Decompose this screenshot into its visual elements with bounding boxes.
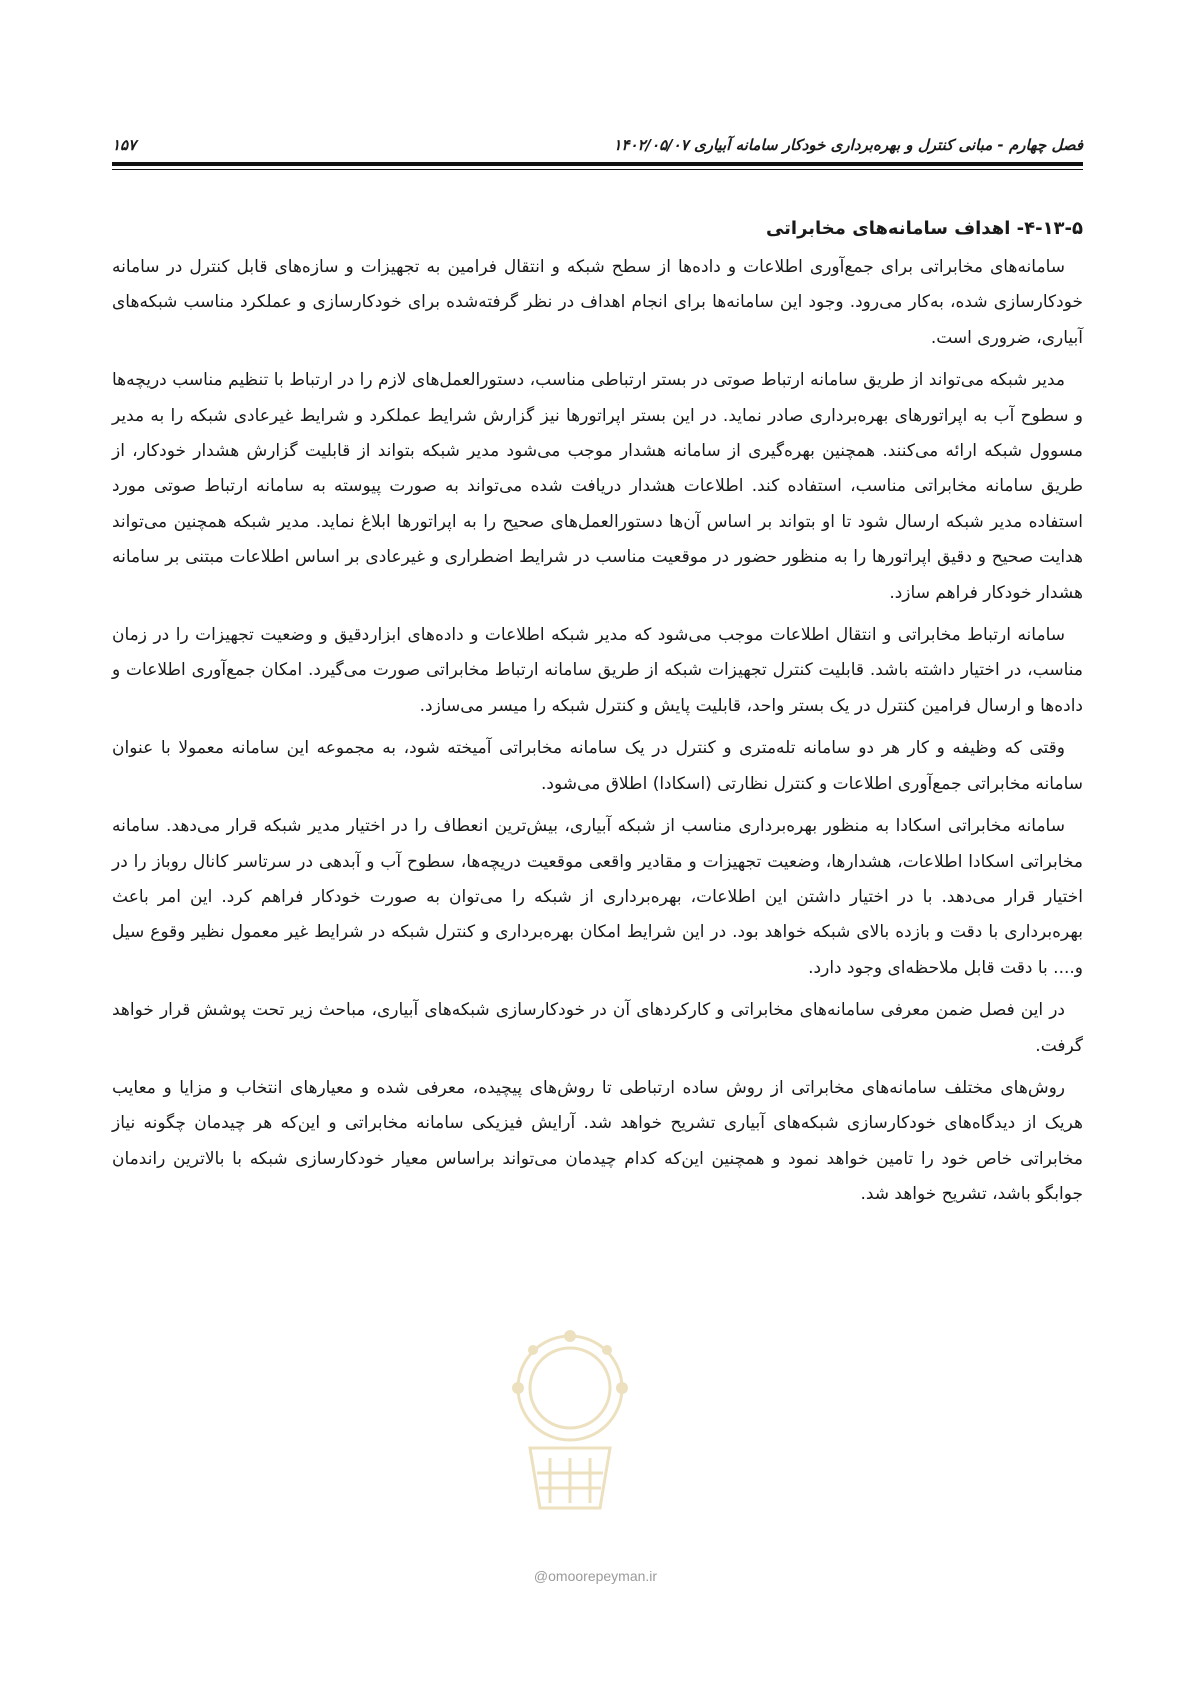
paragraph: سامانه ارتباط مخابراتی و انتقال اطلاعات موجب می‌شود که مدیر شبکه اطلاعات و داده‌های ابزاردقیق و وضعیت تجهیزات را در زمان مناسب، در اختیار داشته باشد. قابلیت کنترل تجهیزات شبکه از طریق سامانه ارتباط مخابراتی صورت می‌گیرد. امکان جمع‌آوری اطلاعات و داده‌ها و ارسال فرامین کنترل در یک بستر واحد، قابلیت پایش و کنترل شبکه را میسر می‌سازد. [112, 625, 1083, 716]
header-rule-thick [112, 162, 1083, 166]
header-title: فصل چهارم - مبانی کنترل و بهره‌برداری خودکار سامانه آبیاری ۱۴۰۲/۰۵/۰۷ [613, 136, 1083, 154]
running-header [112, 128, 1083, 162]
main-content [112, 214, 1083, 1220]
page-number: ۱۵۷ [112, 136, 137, 154]
paragraph: مدیر شبکه می‌تواند از طریق سامانه ارتباط صوتی در بستر ارتباطی مناسب، دستورالعمل‌های لازم را در ارتباط با تنظیم مناسب دریچه‌ها و سطوح آب به اپراتورهای بهره‌برداری صادر نماید. در این بستر اپراتورها نیز گزارش شرایط عملکرد و شرایط غیرعادی شبکه را به مدیر مسوول شبکه ارائه می‌کنند. همچنین بهره‌گیری از سامانه هشدار موجب می‌شود مدیر شبکه بتواند از قابلیت گزارش هشدار خودکار، از طریق سامانه مخابراتی مناسب، استفاده کند. اطلاعات هشدار دریافت شده می‌تواند به صورت پیوسته به سامانه ارتباط صوتی مورد استفاده مدیر شبکه ارسال شود تا او بتواند بر اساس آن‌ها دستورالعمل‌های صحیح را به اپراتورها ابلاغ نماید. مدیر شبکه همچنین می‌تواند هدایت صحیح و دقیق اپراتورها را به منظور حضور در موقعیت مناسب در شرایط اضطراری و غیرعادی بر اساس اطلاعات مبتنی بر سامانه هشدار خودکار فراهم سازد. [112, 370, 1083, 603]
paragraph: وقتی که وظیفه و کار هر دو سامانه تله‌متری و کنترل در یک سامانه مخابراتی آمیخته شود، به مجموعه این سامانه معمولا با عنوان سامانه مخابراتی جمع‌آوری اطلاعات و کنترل نظارتی (اسکادا) اطلاق می‌شود. [112, 738, 1083, 794]
paragraph: روش‌های مختلف سامانه‌های مخابراتی از روش ساده ارتباطی تا روش‌های پیچیده، معرفی شده و معیارهای انتخاب و مزایا و معایب هریک از دیدگاه‌های خودکارسازی شبکه‌های آبیاری تشریح خواهد شد. آرایش فیزیکی سامانه مخابراتی و این‌که هر چیدمان چگونه نیاز مخابراتی خاص خود را تامین خواهد نمود و همچنین این‌که کدام چیدمان می‌تواند براساس معیار خودکارسازی شبکه با بالاترین راندمان جوابگو باشد، تشریح خواهد شد. [112, 1077, 1083, 1205]
paragraph: در این فصل ضمن معرفی سامانه‌های مخابراتی و کارکردهای آن در خودکارسازی شبکه‌های آبیاری، مباحث زیر تحت پوشش قرار خواهد گرفت. [112, 1000, 1083, 1056]
section-heading: ۴-۱۳-۵- اهداف سامانه‌های مخابراتی [765, 218, 1083, 239]
paragraph: سامانه مخابراتی اسکادا به منظور بهره‌برداری مناسب از شبکه آبیاری، بیش‌ترین انعطاف را در اختیار مدیر شبکه قرار می‌دهد. سامانه مخابراتی اسکادا اطلاعات، هشدارها، وضعیت تجهیزات و مقادیر واقعی موقعیت دریچه‌ها، سطوح آب و آبدهی در سرتاسر کانال روباز را در اختیار قرار می‌دهد. با در اختیار داشتن این اطلاعات، بهره‌برداری از شبکه را می‌توان به صورت خودکار فراهم کرد. این امر باعث بهره‌برداری با دقت و بازده بالای شبکه خواهد بود. در این شرایط امکان بهره‌برداری و کنترل شبکه در شرایط غیر معمول نظیر وقوع سیل و.... با دقت قابل ملاحظه‌ای وجود دارد. [112, 816, 1083, 978]
header-rule-thin [112, 169, 1083, 170]
paragraph: سامانه‌های مخابراتی برای جمع‌آوری اطلاعات و داده‌ها از سطح شبکه و انتقال فرامین به تجهیزات و سازه‌های قابل کنترل در سامانه خودکارسازی شده، به‌کار می‌رود. وجود این سامانه‌ها برای انجام اهداف در نظر گرفته‌شده برای خودکارسازی و عملکرد مناسب شبکه‌های آبیاری، ضروری است. [112, 257, 1083, 348]
watermark-url: @omoorepeyman.ir [533, 1568, 658, 1584]
watermark-logo [495, 1318, 645, 1518]
